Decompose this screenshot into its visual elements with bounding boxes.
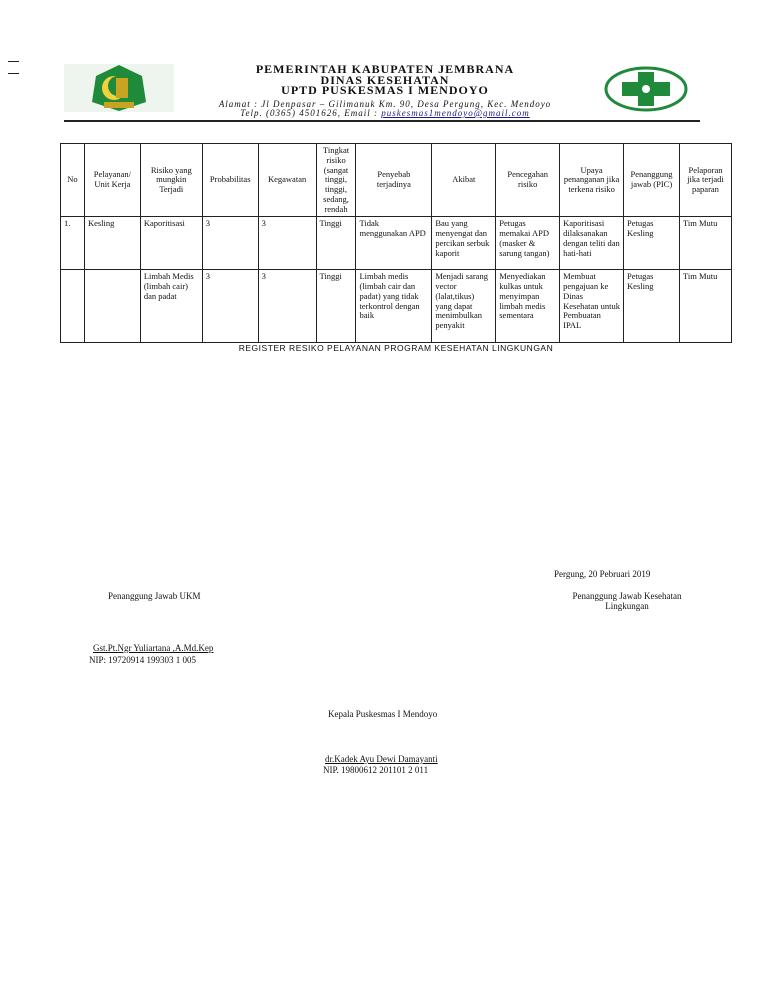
table-header-row [61,144,732,217]
table-cell [61,270,85,343]
table-cell: Tim Mutu [679,270,731,343]
left-signatory-name: Gst.Pt.Ngr Yuliartana ,A.Md.Kep [93,643,214,653]
left-signatory-title: Penanggung Jawab UKM [108,591,201,601]
table-row [61,270,732,343]
letterhead-contact [150,108,620,118]
letterhead-divider [64,120,700,122]
table-cell: Petugas Kesling [624,217,680,270]
table-cell: 3 [202,217,258,270]
table-cell: 1. [61,217,85,270]
header-cell: Probabilitas [202,144,258,217]
table-cell: Tim Mutu [679,217,731,270]
letterhead-line2: DINAS KESEHATAN [320,73,450,87]
margin-mark [8,61,19,62]
table-cell: Kaporitisasi dilaksanakan dengan teliti dan hati-hati [560,217,624,270]
header-cell: Risiko yang mungkin Terjadi [140,144,202,217]
table-cell: Tinggi [316,270,356,343]
table-cell: Tinggi [316,217,356,270]
margin-mark [8,73,19,74]
header-cell: Penyebab terjadinya [356,144,432,217]
letterhead-email: puskesmas1mendoyo@gmail.com [381,108,530,118]
table-row [61,217,732,270]
header-cell: Pelaporan jika terjadi paparan [679,144,731,217]
right-signatory-title-line2: Lingkungan [605,601,649,611]
table-cell: 3 [258,270,316,343]
table-cell [84,270,140,343]
table-cell: Kaporitisasi [140,217,202,270]
table-cell: 3 [202,270,258,343]
header-cell: Penanggung jawab (PIC) [624,144,680,217]
table-cell: 3 [258,217,316,270]
table-caption: REGISTER RESIKO PELAYANAN PROGRAM KESEHATAN LINGKUNGAN [238,343,554,353]
header-cell: No [61,144,85,217]
center-signatory-nip: NIP. 19800612 201101 2 011 [323,765,429,775]
table-cell: Membuat pengajuan ke Dinas Kesehatan untuk Pembuatan IPAL [560,270,624,343]
center-signatory-name: dr.Kadek Ayu Dewi Damayanti [325,754,438,764]
health-cross-emblem-icon [604,66,688,112]
center-signatory-title: Kepala Puskesmas I Mendoyo [328,709,438,719]
table-cell: Menjadi sarang vector (lalat,tikus) yang dapat menimbulkan penyakit [432,270,496,343]
right-signatory-title [557,591,697,611]
header-cell: Pelayanan/ Unit Kerja [84,144,140,217]
table-cell: Petugas Kesling [624,270,680,343]
table-cell: Menyediakan kulkas untuk menyimpan limbah medis sementara [496,270,560,343]
letterhead-line3: UPTD PUSKESMAS I MENDOYO [281,83,489,97]
letterhead-address: Alamat : Jl Denpasar – Gilimanuk Km. 90, Desa Pergung, Kec. Mendoyo [218,99,552,109]
table-cell: Kesling [84,217,140,270]
letterhead-phone: Telp. (0365) 4501626, Email : [240,108,382,118]
table-cell: Petugas memakai APD (masker & sarung tangan) [496,217,560,270]
table-cell: Tidak menggunakan APD [356,217,432,270]
table-cell: Bau yang menyengat dan percikan serbuk kaporit [432,217,496,270]
header-cell: Pencegahan risiko [496,144,560,217]
header-cell: Tingkat risiko (sangat tinggi, tinggi, sedang, rendah [316,144,356,217]
header-cell: Upaya penanganan jika terkena risiko [560,144,624,217]
place-date: Pergung, 20 Pebruari 2019 [554,569,651,579]
header-cell: Kegawatan [258,144,316,217]
risk-register-table [60,143,732,343]
table-cell: Limbah medis (limbah cair dan padat) yang tidak terkontrol dengan baik [356,270,432,343]
letterhead-line1: PEMERINTAH KABUPATEN JEMBRANA [255,62,515,76]
header-cell: Akibat [432,144,496,217]
right-signatory-title-line1: Penanggung Jawab Kesehatan [572,591,682,601]
left-signatory-nip: NIP: 19720914 199303 1 005 [89,655,197,665]
table-cell: Limbah Medis (limbah cair) dan padat [140,270,202,343]
